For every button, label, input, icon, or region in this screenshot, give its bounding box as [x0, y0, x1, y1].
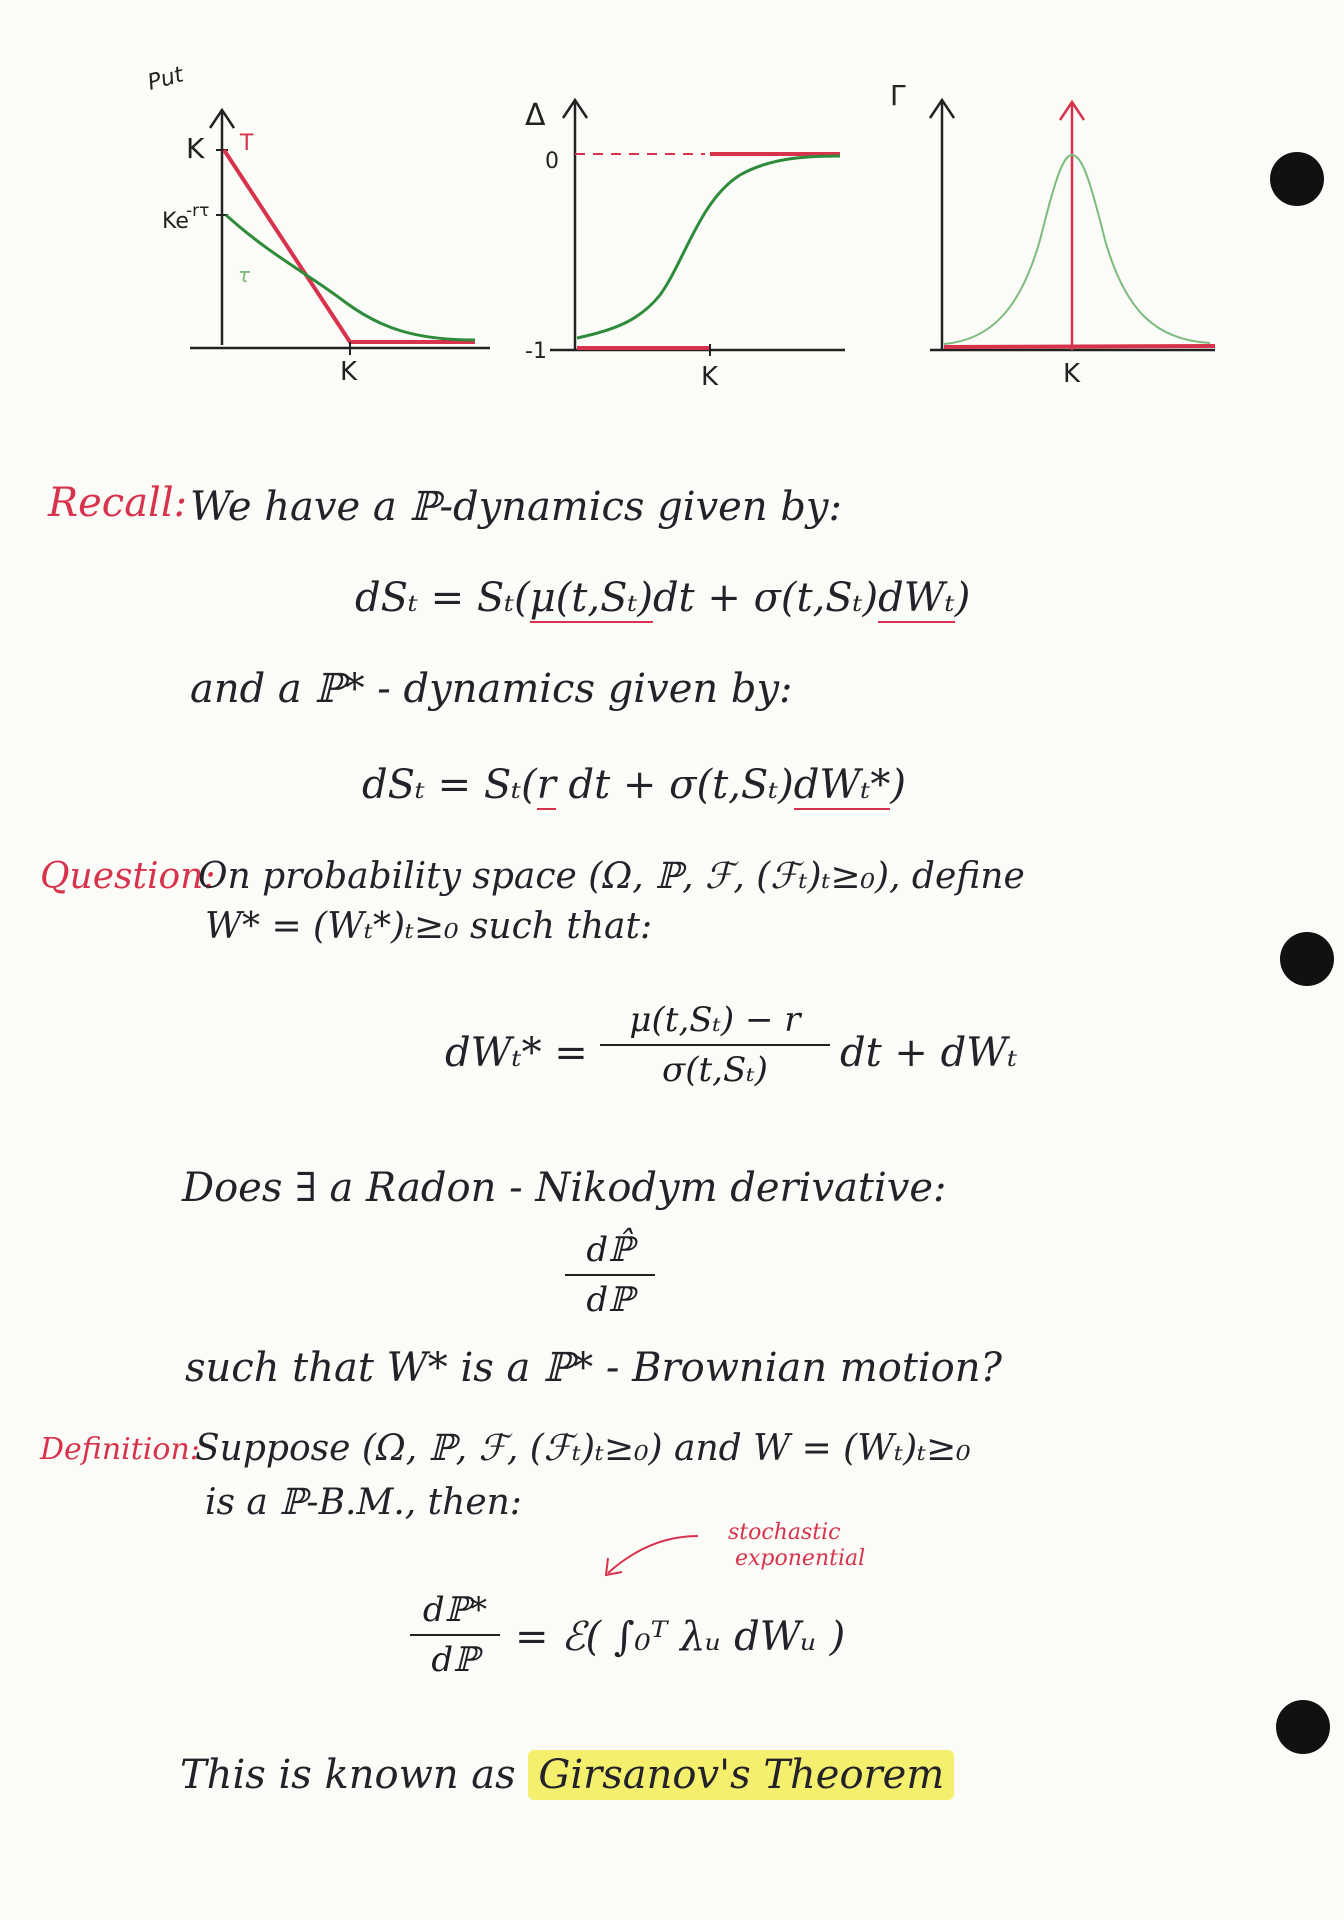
- girsanov-eq-rhs: = ℰ( ∫₀ᵀ λᵤ dWᵤ ): [515, 1614, 846, 1660]
- eq2-dw: dWₜ*: [793, 762, 891, 808]
- eq1-lhs: dSₜ = Sₜ(: [355, 575, 530, 621]
- put-curve-label-tau: τ: [238, 263, 251, 287]
- put-y-tick-ke: Ke: [162, 209, 189, 234]
- question-frac-num: μ(t,Sₜ) − r: [629, 1000, 801, 1040]
- recall-label: Recall:: [48, 480, 188, 526]
- eq1-mu: μ(t,Sₜ): [529, 575, 653, 621]
- girsanov-num: dℙ*: [422, 1590, 488, 1630]
- girsanov-highlight: Girsanov's Theorem: [528, 1750, 954, 1800]
- put-x-tick-k: K: [340, 357, 358, 387]
- question-fraction: [600, 1000, 830, 1090]
- delta-y-label: Δ: [525, 98, 546, 133]
- eq2-mid: dt + σ(t,Sₜ): [555, 762, 794, 808]
- binder-hole-top: [1270, 152, 1324, 206]
- gamma-x-tick-k: K: [1063, 359, 1081, 389]
- question-line-2: W* = (Wₜ*)ₜ≥₀ such that:: [205, 906, 653, 947]
- put-y-tick-k: K: [186, 132, 205, 165]
- put-y-label: Put: [145, 62, 187, 96]
- delta-value-curve: [577, 156, 840, 338]
- gamma-y-label: Γ: [890, 79, 906, 112]
- question-frac-den: σ(t,Sₜ): [662, 1050, 768, 1090]
- eq1-mid: dt + σ(t,Sₜ): [652, 575, 879, 621]
- note-arrow: [588, 1528, 708, 1588]
- delta-y-tick-0: 0: [545, 149, 559, 174]
- closing-text: [180, 1752, 954, 1798]
- binder-hole-middle: [1280, 932, 1334, 986]
- eq2-lhs: dSₜ = Sₜ(: [362, 762, 537, 808]
- girsanov-fraction: [410, 1590, 500, 1680]
- binder-hole-bottom: [1276, 1700, 1330, 1754]
- gamma-graph: [880, 60, 1225, 390]
- definition-line-2: is a ℙ-B.M., then:: [205, 1482, 522, 1523]
- radon-nikodym-fraction: [565, 1230, 655, 1320]
- definition-label: Definition:: [40, 1432, 200, 1467]
- put-value-curve: [226, 215, 475, 340]
- question-eq-rhs: dt + dWₜ: [840, 1030, 1018, 1076]
- recall-line-2: and a ℙ* - dynamics given by:: [190, 666, 793, 712]
- girsanov-den: dℙ: [431, 1640, 479, 1680]
- note-exponential: exponential: [735, 1546, 866, 1571]
- question-eq-lhs: dWₜ* =: [445, 1030, 588, 1076]
- eq2-end: ): [890, 762, 906, 808]
- put-curve-label-t: T: [240, 131, 254, 156]
- delta-graph: [505, 80, 850, 390]
- put-y-tick-ke-exp: -rτ: [186, 201, 210, 221]
- gamma-payoff-base: [944, 346, 1215, 347]
- closing-prefix: This is known as: [180, 1752, 516, 1798]
- gamma-value-curve: [944, 155, 1210, 344]
- rn-den: dℙ: [586, 1280, 634, 1320]
- question-line-3: Does ∃ a Radon - Nikodym derivative:: [182, 1165, 947, 1211]
- eq1-dw: dWₜ: [878, 575, 955, 621]
- put-graph: [140, 50, 490, 390]
- recall-line-1: We have a ℙ-dynamics given by:: [190, 484, 842, 530]
- eq2-r: r: [536, 762, 556, 808]
- eq1-end: ): [954, 575, 971, 621]
- question-label: Question:: [40, 856, 216, 897]
- question-line-1: On probability space (Ω, ℙ, ℱ, (ℱₜ)ₜ≥₀), define: [198, 856, 1025, 897]
- recall-equation-1: [355, 575, 970, 621]
- question-line-4: such that W* is a ℙ* - Brownian motion?: [185, 1345, 1002, 1391]
- recall-equation-2: [362, 762, 906, 808]
- delta-y-tick-neg1: -1: [525, 339, 547, 364]
- delta-x-tick-k: K: [701, 362, 719, 390]
- note-stochastic: stochastic: [728, 1520, 841, 1545]
- rn-num: dℙ̂: [586, 1230, 634, 1270]
- definition-line-1: Suppose (Ω, ℙ, ℱ, (ℱₜ)ₜ≥₀) and W = (Wₜ)ₜ≥₀: [195, 1428, 971, 1469]
